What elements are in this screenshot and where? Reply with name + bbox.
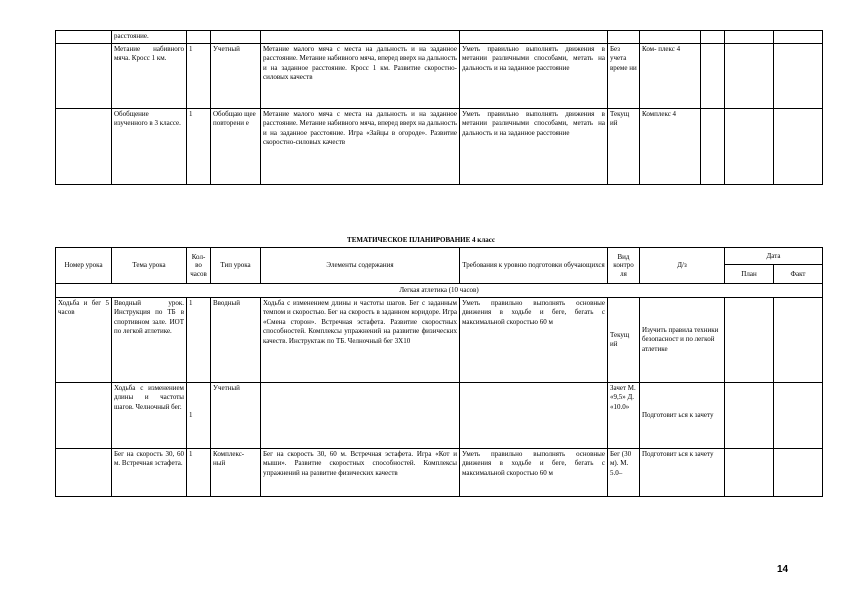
table-cell: расстояние.	[112, 31, 187, 44]
lesson-topic-cell: Обобщение изученного в 3 классе.	[112, 109, 187, 185]
page-number: 14	[777, 564, 789, 575]
table-cell	[608, 31, 640, 44]
header-fact: Факт	[774, 265, 823, 284]
continued-lesson-table	[55, 30, 823, 185]
control-cell: Текущ ий	[608, 298, 640, 383]
lesson-number-cell	[56, 449, 112, 497]
hours-cell: 1	[187, 44, 211, 109]
requirements-cell: Уметь правильно выполнять движения в метании различными способами, метать на дальность и на заданное расстояние	[460, 109, 608, 185]
header-lesson-topic: Тема урока	[112, 248, 187, 284]
lesson-number-cell	[56, 383, 112, 449]
table-cell	[56, 31, 112, 44]
table-cell	[56, 44, 112, 109]
content-cell: Метание малого мяча с места на дальность и на заданное расстояние. Метание набивного мяча, вперед вверх на дальность и на заданное расстояние. Игра «Зайцы в огороде». Развитие скоростно-силовых качеств	[261, 109, 460, 185]
header-lesson-number: Номер урока	[56, 248, 112, 284]
plan-date-cell	[725, 449, 774, 497]
lesson-type-cell: Комплекс- ный	[211, 449, 261, 497]
fact-date-cell	[774, 449, 823, 497]
control-cell: Бег (30 м). М. 5.0–	[608, 449, 640, 497]
header-control: Вид контро ля	[608, 248, 640, 284]
table-row	[56, 298, 823, 383]
table-cell	[701, 44, 725, 109]
table-cell	[774, 31, 823, 44]
lesson-type-cell: Учетный	[211, 383, 261, 449]
header-lesson-type: Тип урока	[211, 248, 261, 284]
table-cell	[725, 44, 774, 109]
header-plan: План	[725, 265, 774, 284]
table-cell	[640, 31, 701, 44]
header-content: Элементы содержания	[261, 248, 460, 284]
homework-cell: Подготовит ься к зачету	[640, 383, 725, 449]
table-cell	[725, 109, 774, 185]
content-cell: Бег на скорость 30, 60 м. Встречная эстафета. Игра «Кот и мыши». Развитие скоростных способностей. Комплексы упражнений на развитие физических качеств	[261, 449, 460, 497]
control-cell: Зачет М. «9,5» Д. «10.0»	[608, 383, 640, 449]
lesson-type-cell: Вводный	[211, 298, 261, 383]
section-row	[56, 284, 823, 298]
header-row	[56, 248, 823, 265]
plan-title: ТЕМАТИЧЕСКОЕ ПЛАНИРОВАНИЕ 4 класс	[347, 236, 495, 244]
table-row	[56, 44, 823, 109]
homework-cell: Ком- плекс 4	[640, 44, 701, 109]
homework-cell: Подготовит ься к зачету	[640, 449, 725, 497]
thematic-plan-table	[55, 247, 823, 497]
lesson-topic-cell: Ходьба с изменением длины и частоты шагов. Челночный бег.	[112, 383, 187, 449]
plan-date-cell	[725, 298, 774, 383]
header-homework: Д/з	[640, 248, 725, 284]
table-cell	[460, 31, 608, 44]
lesson-topic-cell: Бег на скорость 30, 60 м. Встречная эстафета.	[112, 449, 187, 497]
lesson-type-cell: Обобщаю щее повторени е	[211, 109, 261, 185]
table-row	[56, 109, 823, 185]
requirements-cell	[460, 383, 608, 449]
lesson-topic-cell: Вводный урок. Инструкция по ТБ в спортивном зале. ИОТ по легкой атлетике.	[112, 298, 187, 383]
table-row	[56, 383, 823, 449]
hours-cell: 1	[187, 383, 211, 449]
header-requirements: Требования к уровню подготовки обучающихся	[460, 248, 608, 284]
fact-date-cell	[774, 383, 823, 449]
table-cell	[774, 109, 823, 185]
lesson-topic-cell: Метание набивного мяча. Кросс 1 км.	[112, 44, 187, 109]
header-hours: Кол- во часов	[187, 248, 211, 284]
table-cell	[701, 31, 725, 44]
table-cell	[701, 109, 725, 185]
lesson-type-cell: Учетный	[211, 44, 261, 109]
table-row	[56, 31, 823, 44]
plan-date-cell	[725, 383, 774, 449]
table-cell	[211, 31, 261, 44]
hours-cell: 1	[187, 449, 211, 497]
table-cell	[187, 31, 211, 44]
content-cell: Ходьба с изменением длины и частоты шагов. Бег с заданным темпом и скоростью. Бег на скорость в заданном коридоре. Игра «Смена сторон». Встречная эстафета. Развитие скоростных способностей. Комплексы упражнений на развитие физических качеств. Инструктаж по ТБ. Челночный бег 3Х10	[261, 298, 460, 383]
requirements-cell: Уметь правильно выполнять основные движения в ходьбе и беге, бегать с максимальной скоростью 60 м	[460, 298, 608, 383]
table-cell	[261, 31, 460, 44]
homework-cell: Комплекс 4	[640, 109, 701, 185]
table-row	[56, 449, 823, 497]
control-cell: Текущ ий	[608, 109, 640, 185]
content-cell	[261, 383, 460, 449]
table-cell	[56, 109, 112, 185]
hours-cell: 1	[187, 109, 211, 185]
table-cell	[774, 44, 823, 109]
content-cell: Метание малого мяча с места на дальность и на заданное расстояние. Метание набивного мяча, вперед вверх на дальность и на заданное расстояние. Кросс 1 км. Развитие скоростно-силовых качеств	[261, 44, 460, 109]
header-date: Дата	[725, 248, 823, 265]
requirements-cell: Уметь правильно выполнять движения в метании различными способами, метать на дальность и на заданное расстояние	[460, 44, 608, 109]
control-cell: Без учета време ни	[608, 44, 640, 109]
hours-cell: 1	[187, 298, 211, 383]
fact-date-cell	[774, 298, 823, 383]
lesson-number-cell: Ходьба и бег 5 часов	[56, 298, 112, 383]
section-title: Легкая атлетика (10 часов)	[56, 284, 823, 298]
table-cell	[725, 31, 774, 44]
requirements-cell: Уметь правильно выполнять основные движения в ходьбе и беге, бегать с максимальной скоростью 60 м	[460, 449, 608, 497]
homework-cell: Изучить правила техники безопасност и по легкой атлетике	[640, 298, 725, 383]
